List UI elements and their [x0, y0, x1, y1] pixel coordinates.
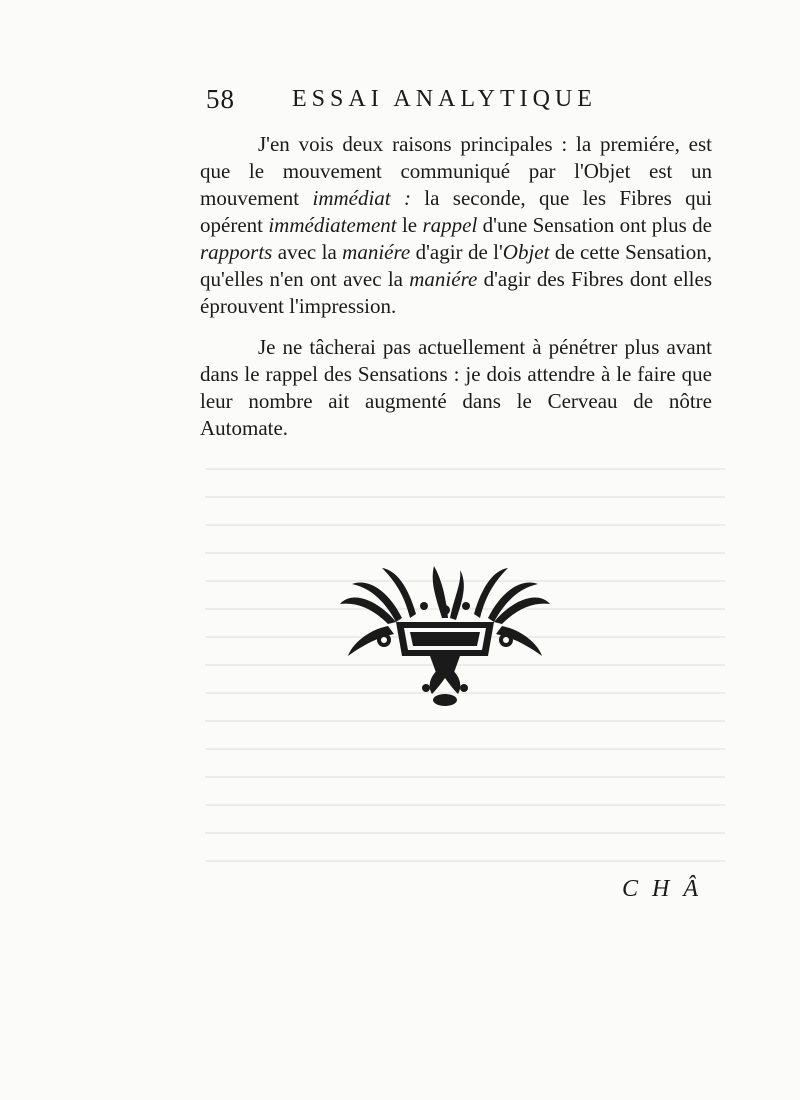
text-run: de cette Sensation, qu'elles n'en ont avec la — [200, 240, 712, 291]
italic-run: rapports — [200, 240, 273, 264]
running-title: ESSAI ANALYTIQUE — [292, 86, 597, 112]
page-header — [200, 84, 640, 120]
text-run: avec la — [272, 240, 343, 264]
text-run: le — [396, 213, 423, 237]
paragraph-1 — [200, 131, 712, 320]
italic-run: rappel — [422, 213, 478, 237]
text-run: d'une Sensation ont plus de — [477, 213, 712, 237]
text-run: la seconde, que les Fibres qui opérent — [200, 186, 712, 237]
page-number: 58 — [206, 84, 235, 114]
italic-run: Objet — [502, 240, 550, 264]
text-run: J'en vois deux raisons principales : la premiére, est que le mouvement communiqué par l'Objet est un mouvement — [200, 132, 712, 210]
italic-run: immédiat : — [312, 186, 411, 210]
floral-ornament-icon — [338, 560, 552, 710]
italic-run: maniére — [342, 240, 411, 264]
text-run: d'agir de l' — [410, 240, 503, 264]
italic-run: immédiatement — [268, 213, 397, 237]
italic-run: maniére — [409, 267, 478, 291]
paragraph-2 — [200, 334, 712, 442]
text-run: d'agir des Fibres dont elles éprouvent l'impression. — [200, 267, 712, 318]
catchword: C H Â — [622, 876, 702, 902]
text-run: Je ne tâcherai pas actuellement à pénétrer plus avant dans le rappel des Sensations : je dois attendre à le faire que leur nombre ait augmenté dans le Cerveau de nôtre Automate. — [200, 335, 712, 440]
